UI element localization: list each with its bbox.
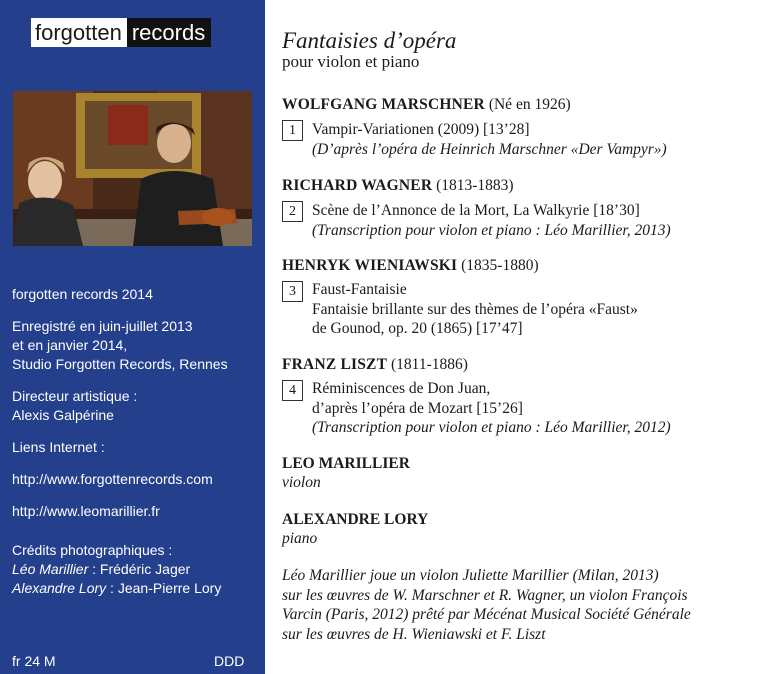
instrument-note-line: sur les œuvres de W. Marschner et R. Wagner, un violon François xyxy=(282,586,688,604)
composer-name: HENRYK WIENIAWSKI xyxy=(282,257,458,274)
performer-name: ALEXANDRE LORY xyxy=(282,511,429,528)
composer-heading xyxy=(282,96,571,114)
credit-2-photographer: : Jean-Pierre Lory xyxy=(106,580,222,596)
track-note: (Transcription pour violon et piano : Léo Marillier, 2012) xyxy=(312,419,671,436)
label-logo xyxy=(31,18,211,47)
copyright: forgotten records 2014 xyxy=(12,286,153,302)
performer-role: violon xyxy=(282,474,321,491)
track-description: d’après l’opéra de Mozart [15’26] xyxy=(312,399,523,417)
instrument-note-line: sur les œuvres de H. Wieniawski et F. Liszt xyxy=(282,625,546,643)
performer-role: piano xyxy=(282,530,318,547)
track-number-box: 3 xyxy=(282,281,303,302)
credit-line-2 xyxy=(12,579,221,598)
director-name: Alexis Galpérine xyxy=(12,407,114,423)
track-note: (D’après l’opéra de Heinrich Marschner «Der Vampyr») xyxy=(312,140,667,158)
recorded-line-2: et en janvier 2014, xyxy=(12,337,128,353)
composer-dates: (1835-1880) xyxy=(457,257,539,274)
link-leomarillier[interactable]: http://www.leomarillier.fr xyxy=(12,503,160,519)
credit-1-name: Léo Marillier xyxy=(12,561,89,577)
composer-name: RICHARD WAGNER xyxy=(282,177,433,194)
logo-records: records xyxy=(127,18,211,47)
track-number-box: 2 xyxy=(282,201,303,222)
composer-heading xyxy=(282,177,514,195)
recorded-line-1: Enregistré en juin-juillet 2013 xyxy=(12,318,193,334)
performer-name: LEO MARILLIER xyxy=(282,455,410,472)
photo-illustration xyxy=(13,91,252,246)
album-title: Fantaisies d’opéra xyxy=(282,28,457,53)
track-title: Scène de l’Annonce de la Mort, La Walkyrie [18’30] xyxy=(312,202,640,219)
credit-2-name: Alexandre Lory xyxy=(12,580,107,596)
track-title: Vampir-Variationen (2009) [13’28] xyxy=(312,121,530,138)
left-panel xyxy=(0,0,265,674)
album-subtitle: pour violon et piano xyxy=(282,52,420,71)
instrument-note-line: Léo Marillier joue un violon Juliette Marillier (Milan, 2013) xyxy=(282,567,659,584)
director-label: Directeur artistique : xyxy=(12,388,138,404)
composer-dates: (1813-1883) xyxy=(432,177,514,194)
link-forgottenrecords[interactable]: http://www.forgottenrecords.com xyxy=(12,471,213,487)
format-ddd: DDD xyxy=(214,653,245,669)
composer-name: WOLFGANG MARSCHNER xyxy=(282,96,485,113)
composer-dates: (Né en 1926) xyxy=(484,96,571,113)
links-label: Liens Internet : xyxy=(12,439,105,455)
logo-forgotten: forgotten xyxy=(31,18,127,47)
track-number-box: 1 xyxy=(282,120,303,141)
credits-label: Crédits photographiques : xyxy=(12,542,173,558)
track-description: Fantaisie brillante sur des thèmes de l’opéra «Faust» xyxy=(312,300,638,318)
composer-heading xyxy=(282,356,468,374)
track-title: Faust-Fantaisie xyxy=(312,281,407,298)
instrument-note-line: Varcin (Paris, 2012) prêté par Mécénat Musical Société Générale xyxy=(282,606,691,623)
track-title: Réminiscences de Don Juan, xyxy=(312,380,491,397)
recorded-line-3: Studio Forgotten Records, Rennes xyxy=(12,356,228,372)
tracklist-panel xyxy=(265,0,767,674)
composer-name: FRANZ LISZT xyxy=(282,356,388,373)
composer-heading xyxy=(282,257,539,275)
performers-photo xyxy=(13,91,252,246)
catalog-ref: fr 24 M xyxy=(12,653,56,669)
credit-1-photographer: : Frédéric Jager xyxy=(88,561,191,577)
track-number-box: 4 xyxy=(282,380,303,401)
composer-dates: (1811-1886) xyxy=(387,356,468,373)
credit-line-1 xyxy=(12,560,190,579)
track-description: de Gounod, op. 20 (1865) [17’47] xyxy=(312,320,523,337)
track-note: (Transcription pour violon et piano : Léo Marillier, 2013) xyxy=(312,221,671,239)
